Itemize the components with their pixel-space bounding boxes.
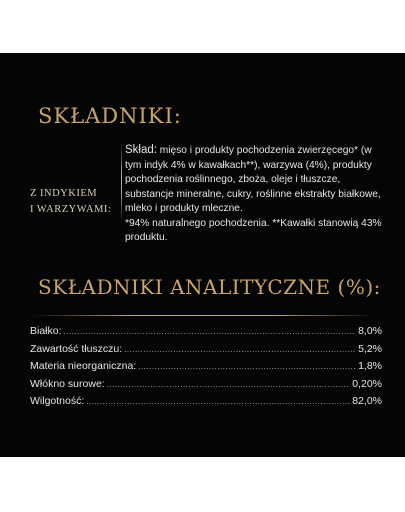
dot-leader [86, 397, 350, 406]
composition-footnote: *94% naturalnego pochodzenia. **Kawałki stanowią 43% produktu. [125, 217, 382, 243]
row-name: Białko: [30, 325, 62, 337]
table-row [30, 343, 382, 361]
horizontal-divider [30, 315, 375, 316]
table-row [30, 360, 382, 378]
row-value: 82,0% [352, 395, 382, 407]
dot-leader [107, 380, 351, 389]
table-row [30, 325, 382, 343]
dot-leader [138, 362, 356, 371]
analytical-heading: SKŁADNIKI ANALITYCZNE (%): [38, 275, 381, 299]
variant-label [30, 186, 120, 218]
row-name: Wilgotność: [30, 395, 85, 407]
row-value: 1,8% [358, 360, 382, 372]
variant-label-line-1: Z INDYKIEM [30, 188, 98, 199]
vertical-divider [121, 143, 122, 223]
table-row [30, 395, 382, 413]
row-value: 0,20% [352, 377, 382, 390]
dot-leader [124, 345, 356, 354]
composition-block [125, 143, 383, 246]
row-value: 8,0% [358, 325, 382, 337]
product-info-panel [0, 53, 405, 457]
row-name: Materia nieorganiczna: [30, 360, 137, 372]
composition-label: Skład: [125, 144, 157, 156]
composition-paragraph [125, 143, 383, 217]
dot-leader [64, 327, 357, 336]
analytical-table [30, 325, 382, 413]
row-name: Zawartość tłuszczu: [30, 342, 123, 355]
variant-label-line-2: I WARZYWAMI: [30, 204, 112, 215]
composition-text: mięso i produkty pochodzenia zwierzęcego* (w tym indyk 4% w kawałkach**), warzywa (4%), produkty pochodzenia roślinnego, zboża, oleje i tłuszcze, substancje mineralne, cukry, roślinne ekstrakty białkowe, mleko i produkty mleczne. [125, 145, 381, 214]
ingredients-heading: SKŁADNIKI: [38, 104, 182, 128]
table-row [30, 378, 382, 396]
row-name: Włókno surowe: [30, 377, 105, 390]
row-value: 5,2% [358, 342, 382, 355]
